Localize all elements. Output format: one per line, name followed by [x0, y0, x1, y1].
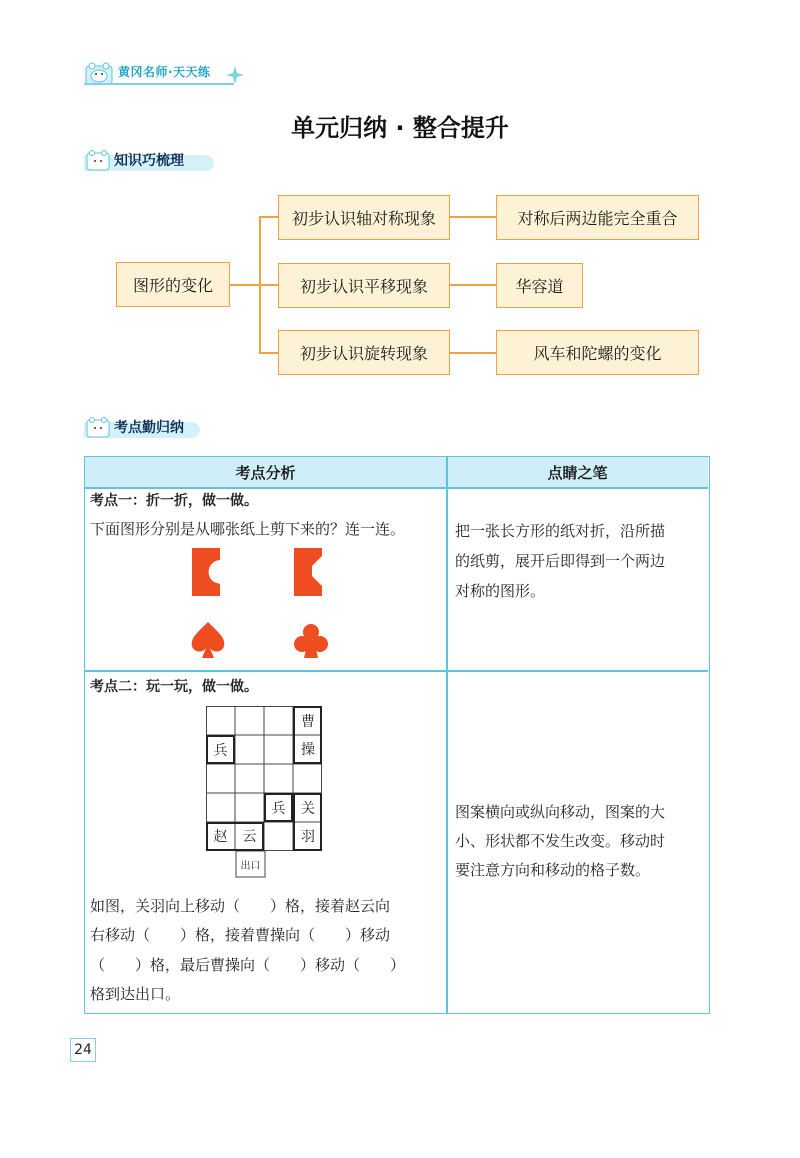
tip-line: 要注意方向和移动的格子数。: [455, 861, 651, 879]
brand-underline: [84, 83, 234, 85]
club-cutout: [294, 624, 328, 658]
spade-cutout: [192, 622, 225, 658]
mindmap-root: 图形的变化: [116, 262, 230, 307]
block-bing: 兵: [213, 743, 228, 759]
kaodian-title: 考点一：折一折，做一做。: [90, 493, 258, 509]
connector: [230, 284, 260, 286]
cutout-shapes: [180, 540, 350, 665]
section-tag-knowledge: [84, 147, 214, 173]
block-guanyu: 羽: [301, 829, 315, 845]
tip-line: 的纸剪，展开后即得到一个两边: [455, 552, 666, 570]
block-caocao: 曹: [301, 714, 315, 730]
question-line: 格到达出口。: [90, 985, 181, 1003]
huarongdao-board: [206, 706, 322, 872]
connector: [450, 284, 497, 286]
connector: [259, 216, 279, 218]
section-title: 知识巧梳理: [114, 153, 184, 169]
connector: [450, 352, 497, 354]
kaodian-title: 考点二：玩一玩，做一做。: [90, 679, 258, 695]
table-header: 考点分析: [85, 457, 446, 487]
block-guanyu: 关: [301, 801, 315, 817]
connector: [450, 216, 497, 218]
mindmap-leaf: 风车和陀螺的变化: [496, 330, 699, 375]
page-number: 24: [70, 1038, 96, 1062]
section-title: 考点勤归纳: [114, 420, 184, 436]
mindmap-branch: 初步认识平移现象: [278, 263, 450, 308]
brand-text: 黄冈名师·天天练: [118, 65, 211, 79]
section-tag-exam: [84, 414, 200, 440]
question-line: 如图，关羽向上移动（ ）格，接着赵云向: [90, 897, 391, 915]
mindmap-leaf: 华容道: [496, 263, 583, 308]
bear-mascot-icon: [86, 416, 110, 438]
question-line: 右移动（ ）格，接着曹操向（ ）移动: [90, 926, 391, 944]
mindmap-branch: 初步认识旋转现象: [278, 330, 450, 375]
bear-mascot-icon: [86, 149, 110, 171]
connector: [259, 284, 279, 286]
table-header: 点睛之笔: [447, 457, 708, 487]
block-caocao: 操: [301, 742, 315, 758]
divider: [85, 670, 708, 672]
question-text: 下面图形分别是从哪张纸上剪下来的？连一连。: [90, 520, 406, 538]
question-line: （ ）格，最后曹操向（ ）移动（ ）: [90, 956, 406, 974]
block-bing: 兵: [271, 801, 286, 817]
corner-notch-cutout: [294, 548, 322, 596]
block-zhaoyun: 赵: [213, 829, 228, 845]
tip-line: 对称的图形。: [455, 582, 546, 600]
mindmap-leaf: 对称后两边能完全重合: [496, 195, 699, 240]
half-notch-cutout: [192, 548, 220, 596]
exit-label: 出口: [240, 860, 261, 872]
divider: [446, 457, 448, 1013]
block-zhaoyun: 云: [242, 829, 257, 845]
tip-line: 小、形状都不发生改变。移动时: [455, 832, 666, 850]
page-title: 单元归纳 · 整合提升: [291, 114, 509, 142]
connector: [259, 352, 279, 354]
mindmap-branch: 初步认识轴对称现象: [278, 195, 450, 240]
sparkle-icon: [226, 66, 244, 84]
tip-line: 图案横向或纵向移动，图案的大: [455, 803, 666, 821]
tip-line: 把一张长方形的纸对折，沿所描: [455, 522, 666, 540]
